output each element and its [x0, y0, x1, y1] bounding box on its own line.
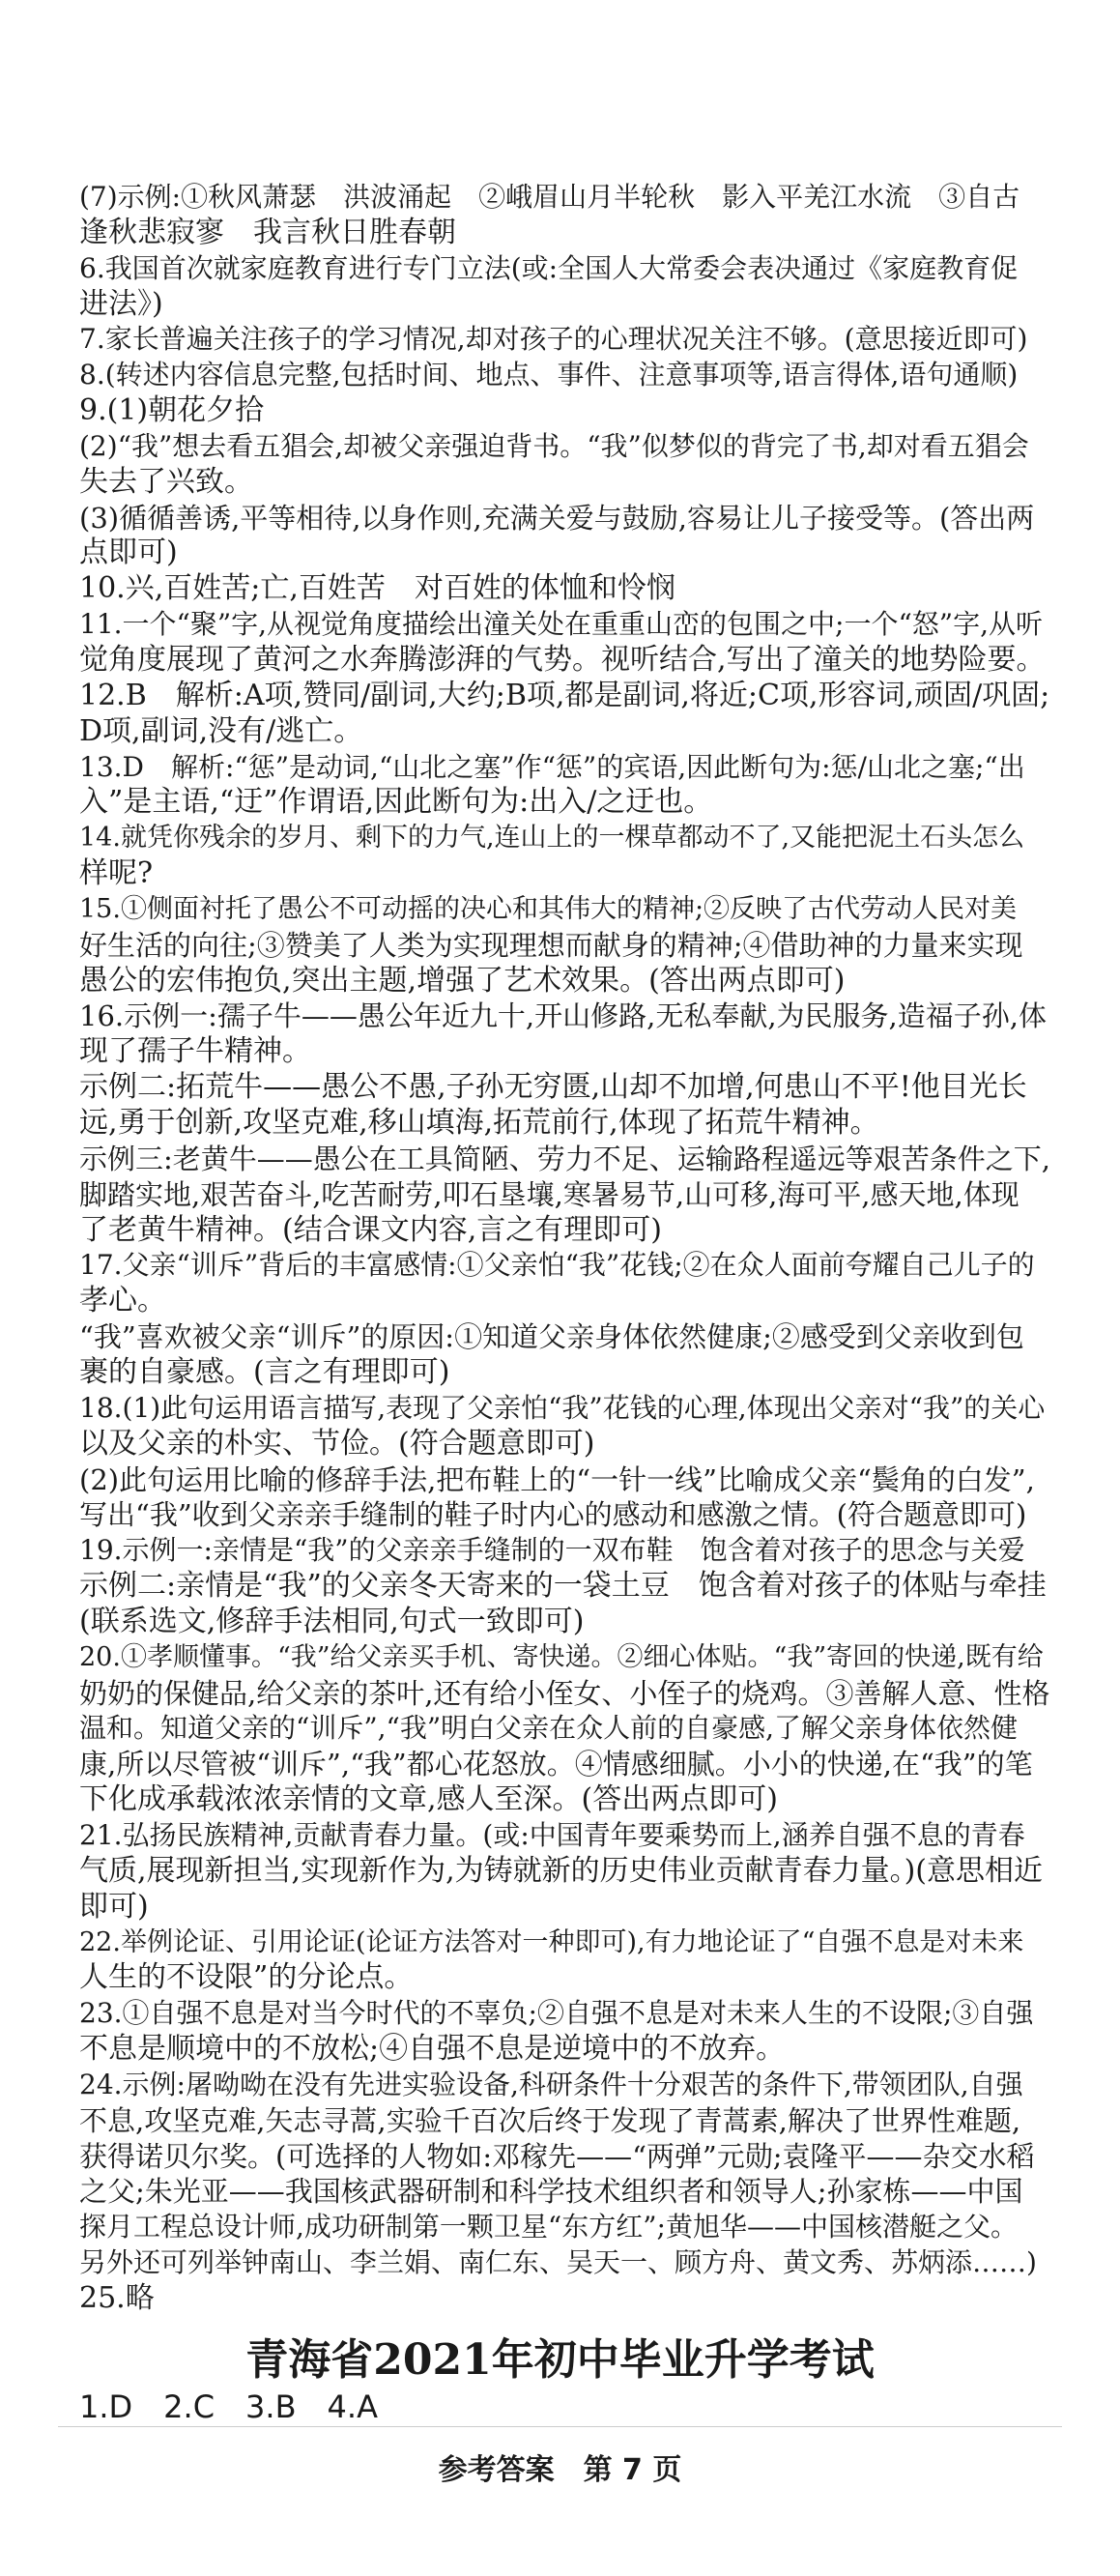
answer-line: 6.我国首次就家庭教育进行专门立法(或:全国人大常委会表决通过《家庭教育促	[79, 252, 1019, 284]
answer-line: 脚踏实地,艰苦奋斗,吃苦耐劳,叩石垦壤,寒暑易节,山可移,海可平,感天地,体现	[79, 1178, 1019, 1211]
answer-line: 8.(转述内容信息完整,包括时间、地点、事件、注意事项等,语言得体,语句通顺)	[79, 359, 1019, 391]
answer-line: 示例二:拓荒牛——愚公不愚,子孙无穷匮,山却不加增,何患山不平!他目光长	[79, 1070, 1027, 1104]
answer-line: 14.就凭你残余的岁月、剩下的力气,连山上的一棵草都动不了,又能把泥土石头怎么	[79, 823, 1025, 853]
answer-line: 现了孺子牛精神。	[79, 1034, 311, 1068]
exam-section-title: 青海省2021年初中毕业升学考试	[245, 2335, 875, 2385]
answer-line: 了老黄牛精神。(结合课文内容,言之有理即可)	[79, 1213, 662, 1247]
footer-divider	[58, 2426, 1062, 2427]
answer-line: (联系选文,修辞手法相同,句式一致即可)	[79, 1605, 585, 1638]
answer-line: 21.弘扬民族精神,贡献青春力量。(或:中国青年要乘势而上,涵养自强不息的青春	[79, 1819, 1025, 1851]
answer-line: 觉角度展现了黄河之水奔腾澎湃的气势。视听结合,写出了潼关的地势险要。	[79, 643, 1046, 677]
answer-line: 温和。知道父亲的“训斥”,“我”明白父亲在众人前的自豪感,了解父亲身体依然健	[79, 1712, 1019, 1744]
answer-line: 11.一个“聚”字,从视觉角度描绘出潼关处在重重山峦的包围之中;一个“怒”字,从听	[79, 608, 1044, 640]
answer-line: 示例三:老黄牛——愚公在工具简陋、劳力不足、运输路程遥远等艰苦条件之下,	[79, 1143, 1050, 1175]
answer-line: 20.①孝顺懂事。“我”给父亲买手机、寄快递。②细心体贴。“我”寄回的快递,既有给	[79, 1642, 1044, 1672]
page-footer: 参考答案 第 7 页	[438, 2453, 682, 2487]
answer-line: 以及父亲的朴实、节俭。(符合题意即可)	[79, 1427, 595, 1461]
answer-line: 人生的不设限”的分论点。	[79, 1960, 414, 1994]
answer-line: 写出“我”收到父亲亲手缝制的鞋子时内心的感动和感激之情。(符合题意即可)	[79, 1498, 1027, 1531]
answer-line: (3)循循善诱,平等相待,以身作则,充满关爱与鼓励,容易让儿子接受等。(答出两	[79, 502, 1035, 535]
answer-line: 好生活的向往;③赞美了人类为实现理想而献身的精神;④借助神的力量来实现	[79, 929, 1023, 962]
answer-line: 康,所以尽管被“训斥”,“我”都心花怒放。④情感细腻。小小的快递,在“我”的笔	[79, 1748, 1033, 1780]
answer-line: 24.示例:屠呦呦在没有先进实验设备,科研条件十分艰苦的条件下,带领团队,自强	[79, 2069, 1023, 2100]
answer-line: 另外还可列举钟南山、李兰娟、南仁东、吴天一、顾方舟、黄文秀、苏炳添……)	[79, 2246, 1037, 2278]
answer-line: 孝心。	[79, 1284, 166, 1317]
answer-line: 10.兴,百姓苦;亡,百姓苦 对百姓的体恤和怜悯	[79, 571, 675, 605]
answer-line: 12.B 解析:A项,赞同/副词,大约;B项,都是副词,将近;C项,形容词,顽固/巩固;	[79, 679, 1050, 712]
answer-line: 13.D 解析:“惩”是动词,“山北之塞”作“惩”的宾语,因此断句为:惩/山北之塞;“出	[79, 751, 1025, 783]
answer-line: 奶奶的保健品,给父亲的茶叶,还有给小侄女、小侄子的烧鸡。③善解人意、性格	[79, 1677, 1050, 1710]
answer-line: 探月工程总设计师,成功研制第一颗卫星“东方红”;黄旭华——中国核潜艇之父。	[79, 2211, 1018, 2243]
answer-line: 7.家长普遍关注孩子的学习情况,却对孩子的心理状况关注不够。(意思接近即可)	[79, 323, 1028, 355]
answer-line: 点即可)	[79, 535, 178, 569]
answer-line: 之父;朱光亚——我国核武器研制和科学技术组织者和领导人;孙家栋——中国	[79, 2175, 1023, 2208]
answer-line: 9.(1)朝花夕拾	[79, 393, 265, 427]
answer-line: 下化成承载浓浓亲情的文章,感人至深。(答出两点即可)	[79, 1782, 778, 1816]
answer-line: 17.父亲“训斥”背后的丰富感情:①父亲怕“我”花钱;②在众人面前夸耀自己儿子的	[79, 1249, 1035, 1281]
answer-line: 样呢?	[79, 856, 154, 890]
answer-line: 逢秋悲寂寥 我言秋日胜春朝	[79, 216, 456, 249]
answer-line: (2)此句运用比喻的修辞手法,把布鞋上的“一针一线”比喻成父亲“鬓角的白发”,	[79, 1463, 1035, 1496]
answer-line: 16.示例一:孺子牛——愚公年近九十,开山修路,无私奉献,为民服务,造福子孙,体	[79, 999, 1047, 1032]
answer-line: 示例二:亲情是“我”的父亲冬天寄来的一袋土豆 饱含着对孩子的体贴与牵挂	[79, 1569, 1047, 1603]
answer-line: 18.(1)此句运用语言描写,表现了父亲怕“我”花钱的心理,体现出父亲对“我”的关心	[79, 1392, 1046, 1424]
answer-line: 失去了兴致。	[79, 465, 253, 499]
answer-line: 不息是顺境中的不放松;④自强不息是逆境中的不放弃。	[79, 2032, 786, 2066]
answer-line: 23.①自强不息是对当今时代的不辜负;②自强不息是对未来人生的不设限;③自强	[79, 1997, 1034, 2029]
answer-line: 25.略	[79, 2281, 155, 2315]
answer-line: 22.举例论证、引用论证(论证方法答对一种即可),有力地论证了“自强不息是对未来	[79, 1927, 1024, 1957]
answer-line: 19.示例一:亲情是“我”的父亲亲手缝制的一双布鞋 饱含着对孩子的思念与关爱	[79, 1534, 1025, 1566]
answer-line: (2)“我”想去看五猖会,却被父亲强迫背书。“我”似梦似的背完了书,却对看五猖会	[79, 430, 1029, 462]
answer-line: 裹的自豪感。(言之有理即可)	[79, 1355, 450, 1389]
answer-line: 15.①侧面衬托了愚公不可动摇的决心和其伟大的精神;②反映了古代劳动人民对美	[79, 894, 1018, 924]
answer-line: 气质,展现新担当,实现新作为,为铸就新的历史伟业贡献青春力量。)(意思相近	[79, 1854, 1044, 1888]
answer-line: D项,副词,没有/逃亡。	[79, 714, 363, 748]
choice-answers: 1.D 2.C 3.B 4.A	[79, 2388, 378, 2425]
answer-line: 不息,攻坚克难,矢志寻蒿,实验千百次后终于发现了青蒿素,解决了世界性难题,	[79, 2104, 1021, 2137]
answer-line: 进法》)	[79, 287, 163, 321]
answer-line: 远,勇于创新,攻坚克难,移山填海,拓荒前行,体现了拓荒牛精神。	[79, 1106, 879, 1140]
answer-line: 即可)	[79, 1890, 149, 1924]
answer-line: “我”喜欢被父亲“训斥”的原因:①知道父亲身体依然健康;②感受到父亲收到包	[79, 1320, 1024, 1353]
answer-line: 入”是主语,“迂”作谓语,因此断句为:出入/之迂也。	[79, 785, 713, 819]
answer-line: (7)示例:①秋风萧瑟 洪波涌起 ②峨眉山月半轮秋 影入平羌江水流 ③自古	[79, 181, 1020, 213]
answer-line: 获得诺贝尔奖。(可选择的人物如:邓稼先——“两弹”元勋;袁隆平——杂交水稻	[79, 2140, 1035, 2173]
answer-line: 愚公的宏伟抱负,突出主题,增强了艺术效果。(答出两点即可)	[79, 964, 846, 998]
